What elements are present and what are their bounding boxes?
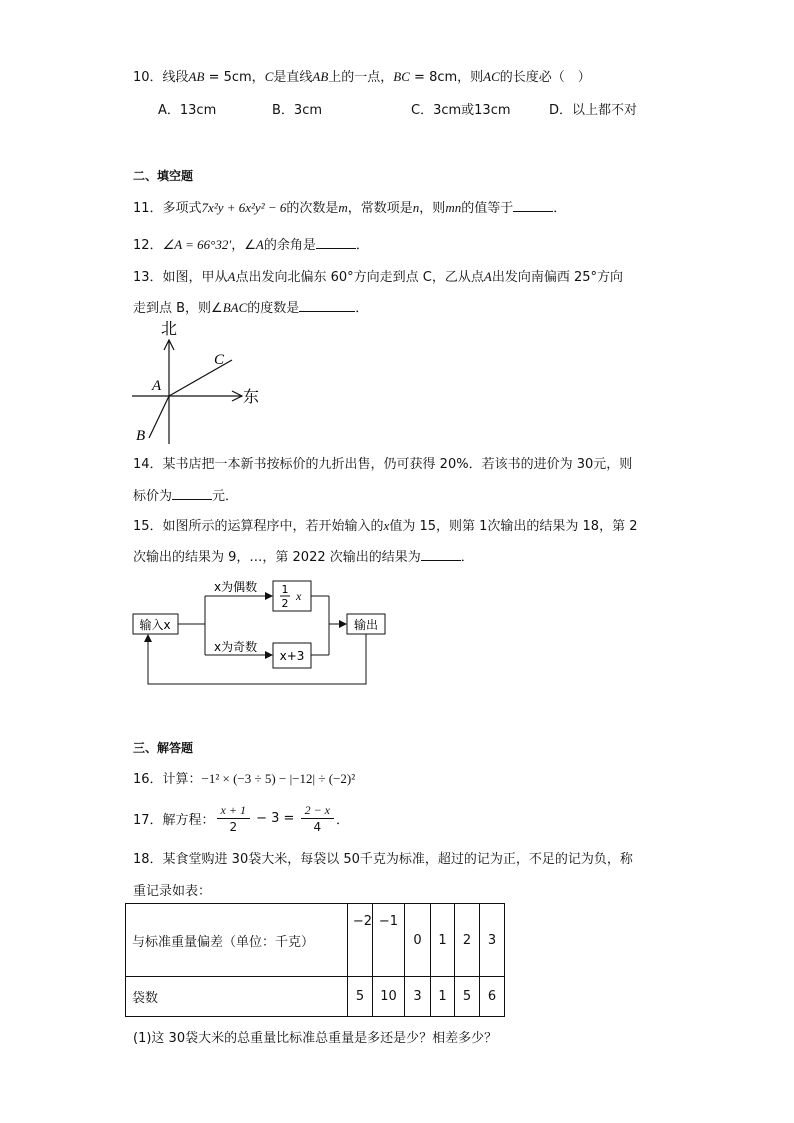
fig-north-label: 北 <box>161 319 178 338</box>
q11-text-3: ，则 <box>419 201 446 216</box>
q12-angle-expr: ∠A = 66°32′ <box>162 237 232 252</box>
weight-record-table <box>125 903 505 1017</box>
question-14-line-1: 14．某书店把一本新书按标价的九折出售，仍可获得 20%．若该书的进价为 30元，则 <box>133 457 633 472</box>
q15-text-1b: 值为 15，则第 1次输出的结果为 18，第 2 <box>389 519 638 534</box>
plus3-label: x+3 <box>279 649 305 663</box>
half-variable: x <box>296 589 302 603</box>
question-15-line-2 <box>133 546 474 565</box>
q14-text-2b: 元． <box>212 489 239 504</box>
question-18-sub-1: (1)这 30袋大米的总重量比标准总重量是多还是少？相差多少？ <box>133 1031 498 1046</box>
q10-prefix: 10．线段 <box>133 70 189 85</box>
q11-var-m: m <box>338 200 348 215</box>
q15-answer-blank[interactable] <box>421 546 461 561</box>
table-row-header-bags: 袋数 <box>126 977 348 1017</box>
table-row-header-deviation: 与标准重量偏差（单位：千克） <box>126 904 348 977</box>
q12-prefix: 12． <box>133 238 163 253</box>
q10-option-b[interactable]: B．3cm <box>272 103 323 118</box>
q13-direction-figure <box>128 318 268 446</box>
even-condition-label: x为偶数 <box>214 580 258 594</box>
q16-prefix: 16．计算： <box>133 772 202 787</box>
table-cell: −2 <box>348 904 373 977</box>
q11-answer-blank[interactable] <box>513 197 553 212</box>
table-cell: 2 <box>455 904 480 977</box>
question-18-line-1: 18．某食堂购进 30袋大米，每袋以 50千克为标准，超过的记为正，不足的记为负，称 <box>133 852 633 867</box>
q17-left-denominator: 2 <box>229 820 238 834</box>
q11-polynomial: 7x²y + 6x²y² − 6 <box>201 200 287 215</box>
table-cell: 3 <box>405 977 431 1017</box>
q14-answer-blank[interactable] <box>172 485 212 500</box>
q17-left-fraction <box>217 802 250 835</box>
q10-text-3: 上的一点， <box>328 70 394 85</box>
table-cell: 1 <box>431 977 455 1017</box>
q11-text-4: 的值等于 <box>461 201 514 216</box>
q17-end: ． <box>336 813 350 828</box>
odd-condition-label: x为奇数 <box>214 640 258 654</box>
q11-var-mn: mn <box>445 200 462 215</box>
table-cell: 5 <box>455 977 480 1017</box>
q10-text-2: 是直线 <box>273 70 313 85</box>
q10-option-c[interactable]: C．3cm或13cm <box>411 103 511 118</box>
output-label: 输出 <box>353 618 379 632</box>
q11-var-n: n <box>412 200 420 215</box>
q13-text-1b: 点出发向北偏东 60°方向走到点 C，乙从点 <box>235 270 484 285</box>
table-cell: −1 <box>373 904 405 977</box>
question-16 <box>133 768 355 787</box>
q15-var-x: x <box>383 518 390 533</box>
table-cell: 1 <box>431 904 455 977</box>
question-10 <box>133 66 591 85</box>
q10-text-5: 的长度必（ ） <box>499 70 591 85</box>
q10-segment-bc: BC <box>393 69 410 84</box>
q13-text-1a: 13．如图，甲从 <box>133 270 228 285</box>
table-cell: 10 <box>373 977 405 1017</box>
table-row <box>126 904 505 977</box>
q10-option-a[interactable]: A．13cm <box>158 103 217 118</box>
q10-line-ab: AB <box>312 69 329 84</box>
fig-point-c: C <box>214 352 225 368</box>
q17-right-fraction <box>301 802 334 835</box>
half-box <box>273 581 311 611</box>
q10-point-c: C <box>264 69 274 84</box>
question-18-line-2: 重记录如表： <box>133 884 212 899</box>
q11-end: ． <box>553 201 567 216</box>
fig-east-label: 东 <box>243 387 260 406</box>
question-13-line-1 <box>133 266 623 285</box>
q13-point-a-1: A <box>227 269 236 284</box>
ray-ab <box>149 396 169 438</box>
q17-left-numerator: x + 1 <box>217 802 250 819</box>
q15-flowchart <box>128 572 393 692</box>
q15-text-2a: 次输出的结果为 9，…，第 2022 次输出的结果为 <box>133 550 421 565</box>
section-fill-blank-title: 二、填空题 <box>133 169 194 183</box>
q13-end: ． <box>355 301 369 316</box>
q14-text-2a: 标价为 <box>133 489 173 504</box>
q10-ab-length: = 5cm， <box>204 70 265 85</box>
q11-prefix: 11．多项式 <box>133 201 202 216</box>
input-label: 输入x <box>139 618 171 632</box>
q13-angle-bac: BAC <box>222 300 248 315</box>
q13-text-2b: 的度数是 <box>247 301 300 316</box>
q17-prefix: 17．解方程： <box>133 813 215 828</box>
q12-end: ． <box>355 238 369 253</box>
half-numerator: 1 <box>281 583 289 596</box>
question-14-line-2 <box>133 485 238 504</box>
question-11 <box>133 197 566 216</box>
question-13-line-2 <box>133 297 368 316</box>
table-row <box>126 977 505 1017</box>
q12-var-a: A <box>255 237 264 252</box>
fig-point-a: A <box>152 378 162 394</box>
q15-end: ． <box>460 550 474 565</box>
q10-bc-length: = 8cm，则 <box>409 70 484 85</box>
fig-point-b: B <box>136 428 146 444</box>
q12-text-2: 的余角是 <box>263 238 316 253</box>
table-cell: 5 <box>348 977 373 1017</box>
q13-point-a-2: A <box>483 269 492 284</box>
q10-option-d[interactable]: D．以上都不对 <box>549 103 638 118</box>
q13-text-2a: 走到点 B，则∠ <box>133 301 223 316</box>
section-answer-title: 三、解答题 <box>133 741 194 755</box>
question-12 <box>133 234 369 253</box>
q12-answer-blank[interactable] <box>316 234 356 249</box>
q11-text-2: ，常数项是 <box>347 201 413 216</box>
q10-segment-ab: AB <box>188 69 205 84</box>
half-denominator: 2 <box>281 597 289 610</box>
q13-answer-blank[interactable] <box>299 297 355 312</box>
q15-text-1a: 15．如图所示的运算程序中，若开始输入的 <box>133 519 384 534</box>
table-cell: 0 <box>405 904 431 977</box>
q16-expression: −1² × (−3 ÷ 5) − |−12| ÷ (−2)² <box>201 771 356 786</box>
q11-text-1: 的次数是 <box>286 201 339 216</box>
table-cell: 3 <box>480 904 505 977</box>
question-17 <box>133 802 349 835</box>
q17-right-denominator: 4 <box>313 820 322 834</box>
q17-right-numerator: 2 − x <box>301 802 334 819</box>
q10-segment-ac: AC <box>483 69 500 84</box>
table-cell: 6 <box>480 977 505 1017</box>
q12-text-1: ，∠ <box>231 238 256 253</box>
q17-middle: − 3 = <box>251 811 299 826</box>
q13-text-1c: 出发向南偏西 25°方向 <box>491 270 624 285</box>
question-15-line-1 <box>133 515 637 534</box>
